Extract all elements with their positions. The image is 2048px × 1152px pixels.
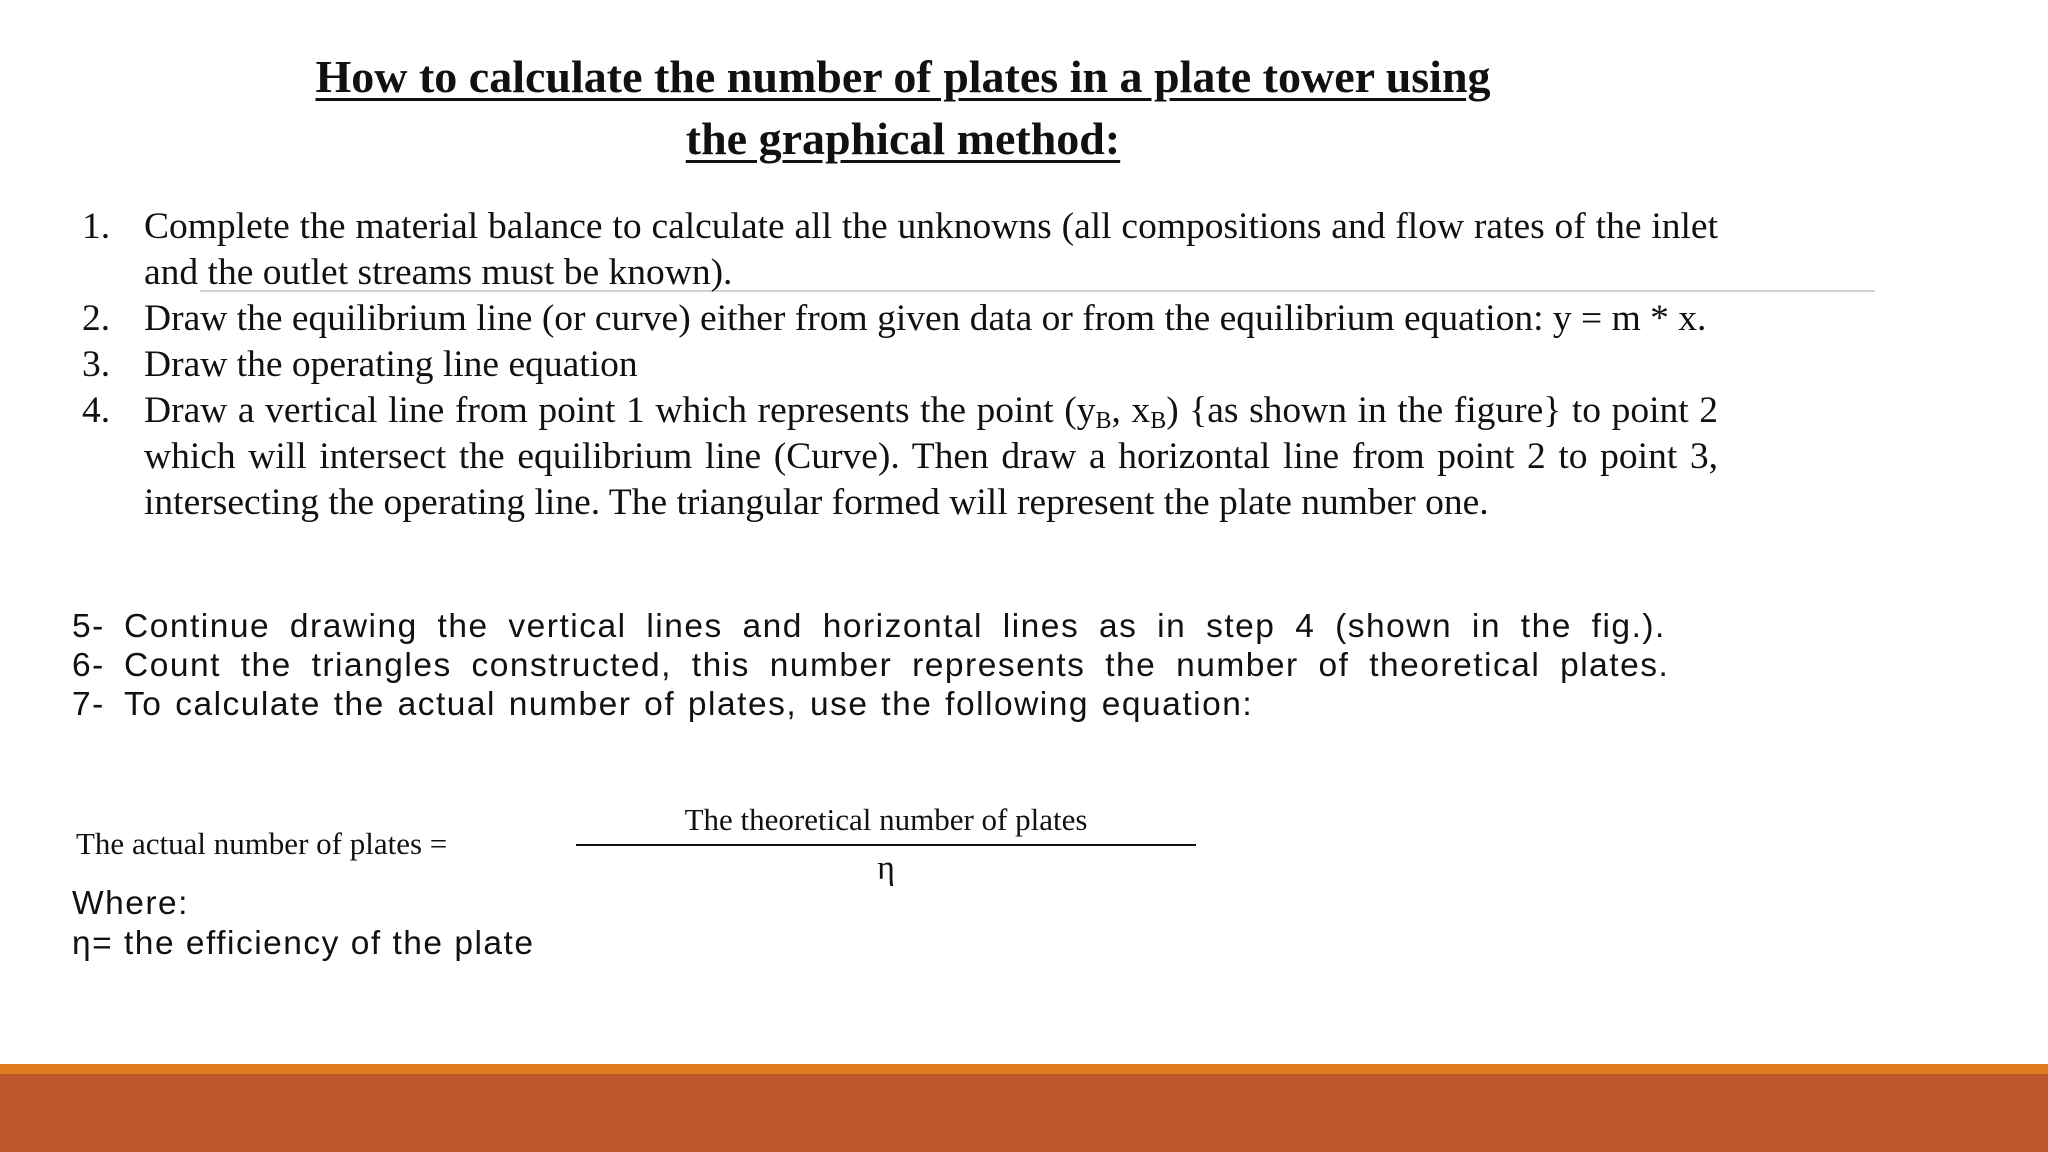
step-text: Complete the material balance to calculate all the unknowns (all compositions and flow rates of the inlet and the outlet streams must be known). xyxy=(144,206,1718,293)
step-4-part-a: Draw a vertical line from point 1 which represents the point (y xyxy=(144,390,1096,431)
step-7 xyxy=(72,685,1732,724)
step-2 xyxy=(82,296,1718,342)
numbered-steps xyxy=(82,204,1718,526)
step-4-part-c: ) {as shown in the figure} to point 2 which will intersect the equilibrium line (Curve). Then draw a horizontal line from point 2 to point 3, intersecting the operating line. The triangular formed will represent the plate number one. xyxy=(144,390,1718,523)
footer-stripe xyxy=(0,1064,2048,1074)
subscript-b: B xyxy=(1150,408,1167,434)
footer-bar xyxy=(0,1074,2048,1152)
step-6 xyxy=(72,646,1732,685)
step-5 xyxy=(72,607,1732,646)
equation-fraction xyxy=(576,802,1196,888)
equation-denominator: η xyxy=(877,850,895,887)
eta-definition: η= the efficiency of the plate xyxy=(72,925,535,962)
where-label: Where: xyxy=(72,885,189,922)
step-text: To calculate the actual number of plates, use the following equation: xyxy=(124,686,1254,723)
step-text: Draw the equilibrium line (or curve) either from given data or from the equilibrium equation: y = m * x. xyxy=(144,298,1707,339)
equation-lhs: The actual number of plates = xyxy=(76,826,448,861)
step-number: 2. xyxy=(82,298,111,339)
step-3 xyxy=(82,342,1718,388)
step-1 xyxy=(82,204,1718,296)
step-number: 4. xyxy=(82,390,111,431)
slide-title xyxy=(250,46,1556,170)
where-block xyxy=(72,884,535,964)
step-number: 1. xyxy=(82,206,111,247)
title-line-1: How to calculate the number of plates in a plate tower using xyxy=(315,51,1491,102)
step-text: Draw the operating line equation xyxy=(144,344,638,385)
step-number: 7- xyxy=(72,686,105,723)
continuation-steps xyxy=(72,607,1732,724)
step-number: 5- xyxy=(72,608,105,645)
step-4-part-b: , x xyxy=(1111,390,1151,431)
step-number: 6- xyxy=(72,647,105,684)
subscript-b: B xyxy=(1095,408,1112,434)
step-4 xyxy=(82,388,1718,526)
title-line-2: the graphical method: xyxy=(685,113,1121,164)
equation-numerator: The theoretical number of plates xyxy=(684,802,1088,837)
step-text: Count the triangles constructed, this number represents the number of theoretical plates. xyxy=(124,647,1670,684)
step-text: Continue drawing the vertical lines and horizontal lines as in step 4 (shown in the fig.). xyxy=(124,608,1666,645)
step-text xyxy=(144,388,1718,526)
step-number: 3. xyxy=(82,344,111,385)
